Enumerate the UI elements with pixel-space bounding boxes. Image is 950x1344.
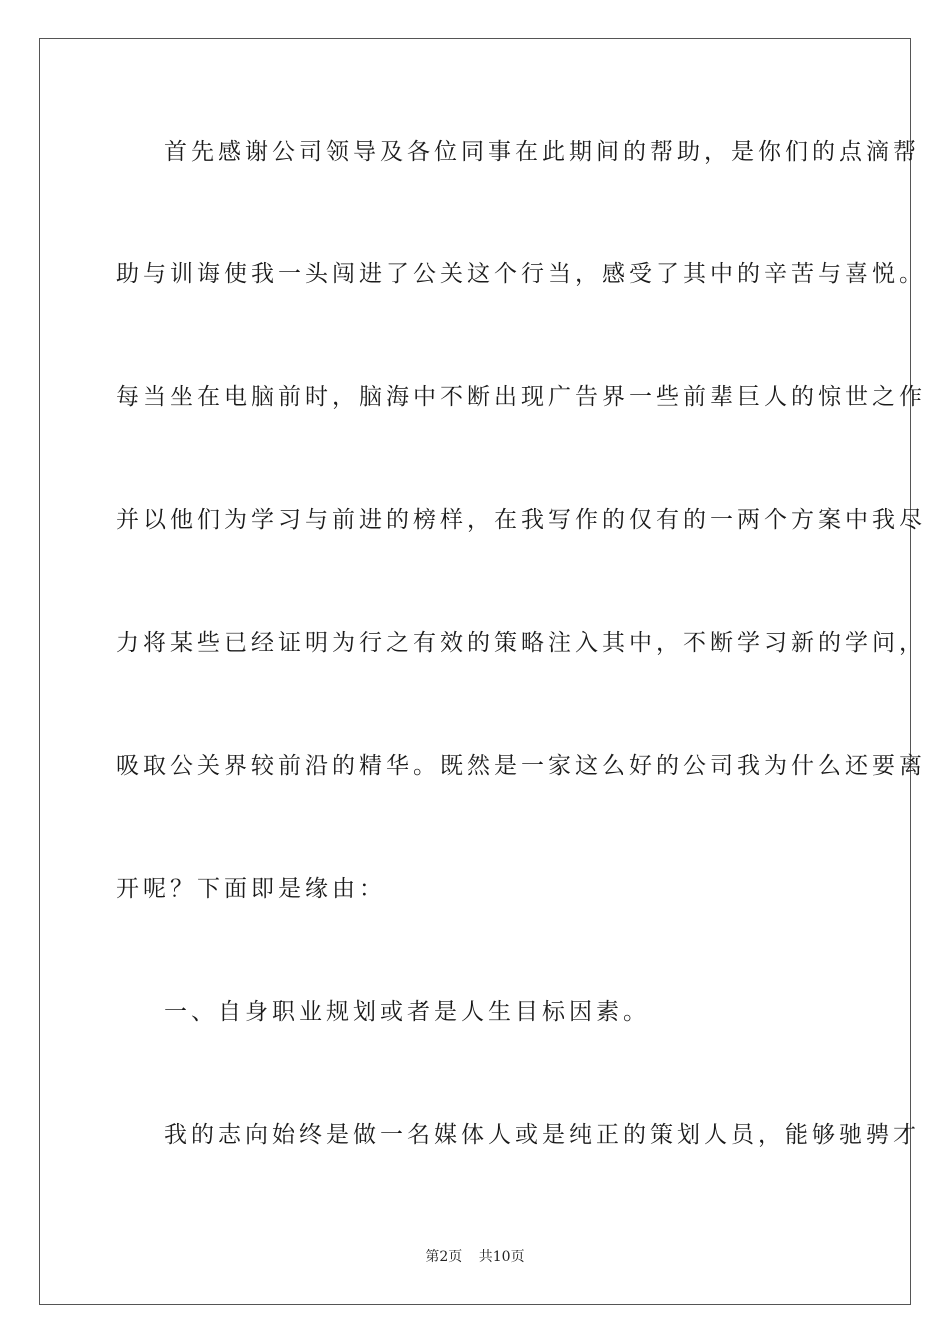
page-border	[39, 38, 911, 1305]
paragraph-line: 助与训诲使我一头闯进了公关这个行当，感受了其中的辛苦与喜悦。	[116, 261, 926, 287]
page-number: 第2页	[425, 1249, 463, 1265]
page-footer	[0, 1247, 950, 1267]
paragraph-line: 每当坐在电脑前时，脑海中不断出现广告界一些前辈巨人的惊世之作	[116, 384, 926, 410]
paragraph-line: 首先感谢公司领导及各位同事在此期间的帮助，是你们的点滴帮	[164, 139, 920, 165]
page-total: 共10页	[478, 1249, 525, 1265]
section-heading: 一、自身职业规划或者是人生目标因素。	[164, 999, 650, 1025]
paragraph-line: 吸取公关界较前沿的精华。既然是一家这么好的公司我为什么还要离	[116, 753, 926, 779]
paragraph-line: 开呢？下面即是缘由：	[116, 876, 386, 902]
paragraph-line: 我的志向始终是做一名媒体人或是纯正的策划人员，能够驰骋才	[164, 1122, 920, 1148]
paragraph-line: 力将某些已经证明为行之有效的策略注入其中，不断学习新的学问，	[116, 630, 926, 656]
paragraph-line: 并以他们为学习与前进的榜样，在我写作的仅有的一两个方案中我尽	[116, 507, 926, 533]
